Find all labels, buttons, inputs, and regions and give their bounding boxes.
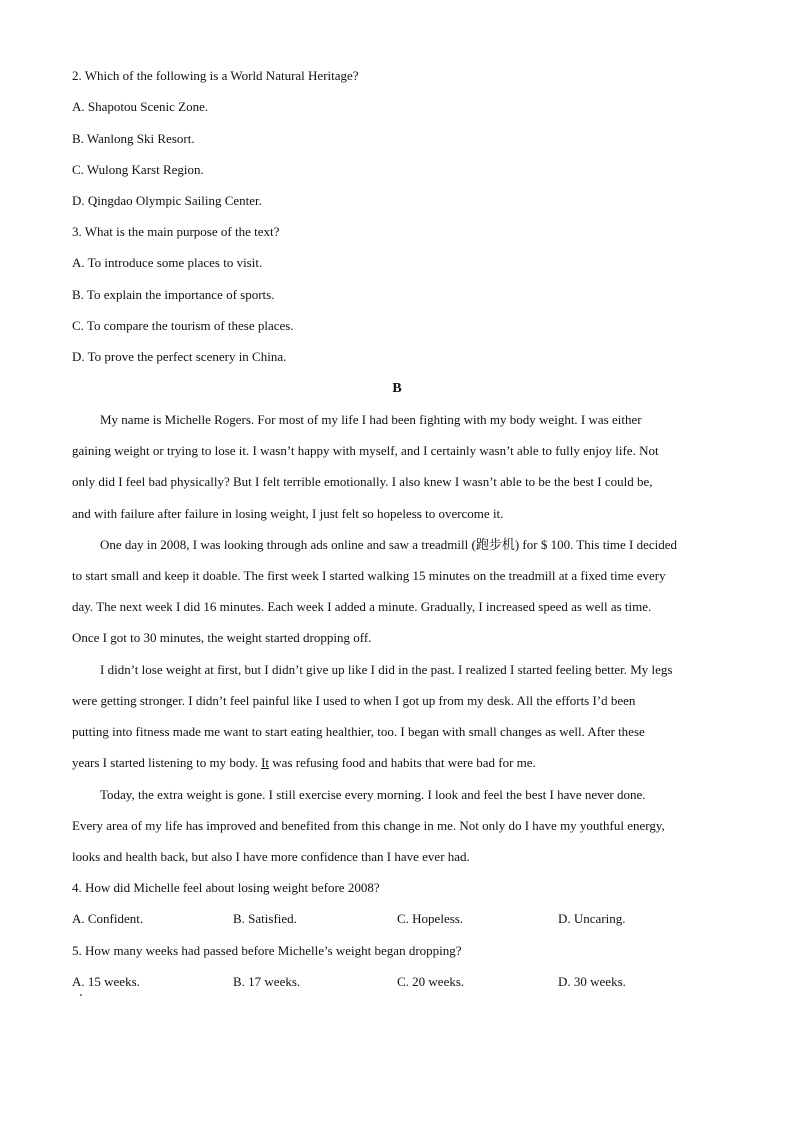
q4-option-d: D. Uncaring. [558,911,626,926]
question-3: 3. What is the main purpose of the text? [72,224,280,239]
q4-option-b: B. Satisfied. [233,911,297,926]
stray-dot [80,994,82,996]
passage-line: gaining weight or trying to lose it. I wasn’t happy with myself, and I certainly wasn’t able to fully enjoy life. Not [72,443,659,458]
q3-option-a: A. To introduce some places to visit. [72,255,263,270]
passage-line: I didn’t lose weight at first, but I didn’t give up like I did in the past. I realized I started feeling better. My legs [100,662,673,677]
q5-option-a: A. 15 weeks. [72,974,140,989]
underlined-word-it: It [261,755,270,770]
q5-option-d: D. 30 weeks. [558,974,626,989]
section-b-heading: B [392,381,402,396]
q5-option-c: C. 20 weeks. [397,974,465,989]
passage-line: day. The next week I did 16 minutes. Each week I added a minute. Gradually, I increased speed as well as time. [72,599,652,614]
q2-option-c: C. Wulong Karst Region. [72,162,204,177]
passage-line-it [72,755,732,771]
passage-line: My name is Michelle Rogers. For most of my life I had been fighting with my body weight. I was either [100,412,642,427]
question-5: 5. How many weeks had passed before Michelle’s weight began dropping? [72,943,462,958]
passage-line: were getting stronger. I didn’t feel painful like I used to when I got up from my desk. All the efforts I’d been [72,693,636,708]
passage-text: was refusing food and habits that were bad for me. [269,755,536,770]
q2-option-b: B. Wanlong Ski Resort. [72,131,195,146]
q3-option-b: B. To explain the importance of sports. [72,287,275,302]
passage-line: putting into fitness made me want to start eating healthier, too. I began with small changes as well. After these [72,724,645,739]
q4-option-c: C. Hopeless. [397,911,464,926]
passage-line: Every area of my life has improved and benefited from this change in me. Not only do I have my youthful energy, [72,818,665,833]
q5-options [72,974,732,990]
passage-line: Once I got to 30 minutes, the weight started dropping off. [72,630,372,645]
passage-line: and with failure after failure in losing weight, I just felt so hopeless to overcome it. [72,506,504,521]
passage-line: to start small and keep it doable. The first week I started walking 15 minutes on the treadmill at a fixed time every [72,568,666,583]
passage-line: One day in 2008, I was looking through ads online and saw a treadmill (跑步机) for $ 100. This time I decided [100,537,678,552]
question-4: 4. How did Michelle feel about losing weight before 2008? [72,880,380,895]
passage-line: looks and health back, but also I have more confidence than I have ever had. [72,849,470,864]
q3-option-c: C. To compare the tourism of these places. [72,318,294,333]
q4-option-a: A. Confident. [72,911,144,926]
q5-option-b: B. 17 weeks. [233,974,301,989]
q2-option-d: D. Qingdao Olympic Sailing Center. [72,193,262,208]
passage-text: years I started listening to my body. [72,755,262,770]
q4-options [72,911,732,927]
q3-option-d: D. To prove the perfect scenery in China. [72,349,287,364]
passage-line: only did I feel bad physically? But I felt terrible emotionally. I also knew I wasn’t able to be the best I could be, [72,474,653,489]
question-2: 2. Which of the following is a World Natural Heritage? [72,68,359,83]
passage-line: Today, the extra weight is gone. I still exercise every morning. I look and feel the best I have never done. [100,787,646,802]
q2-option-a: A. Shapotou Scenic Zone. [72,99,209,114]
